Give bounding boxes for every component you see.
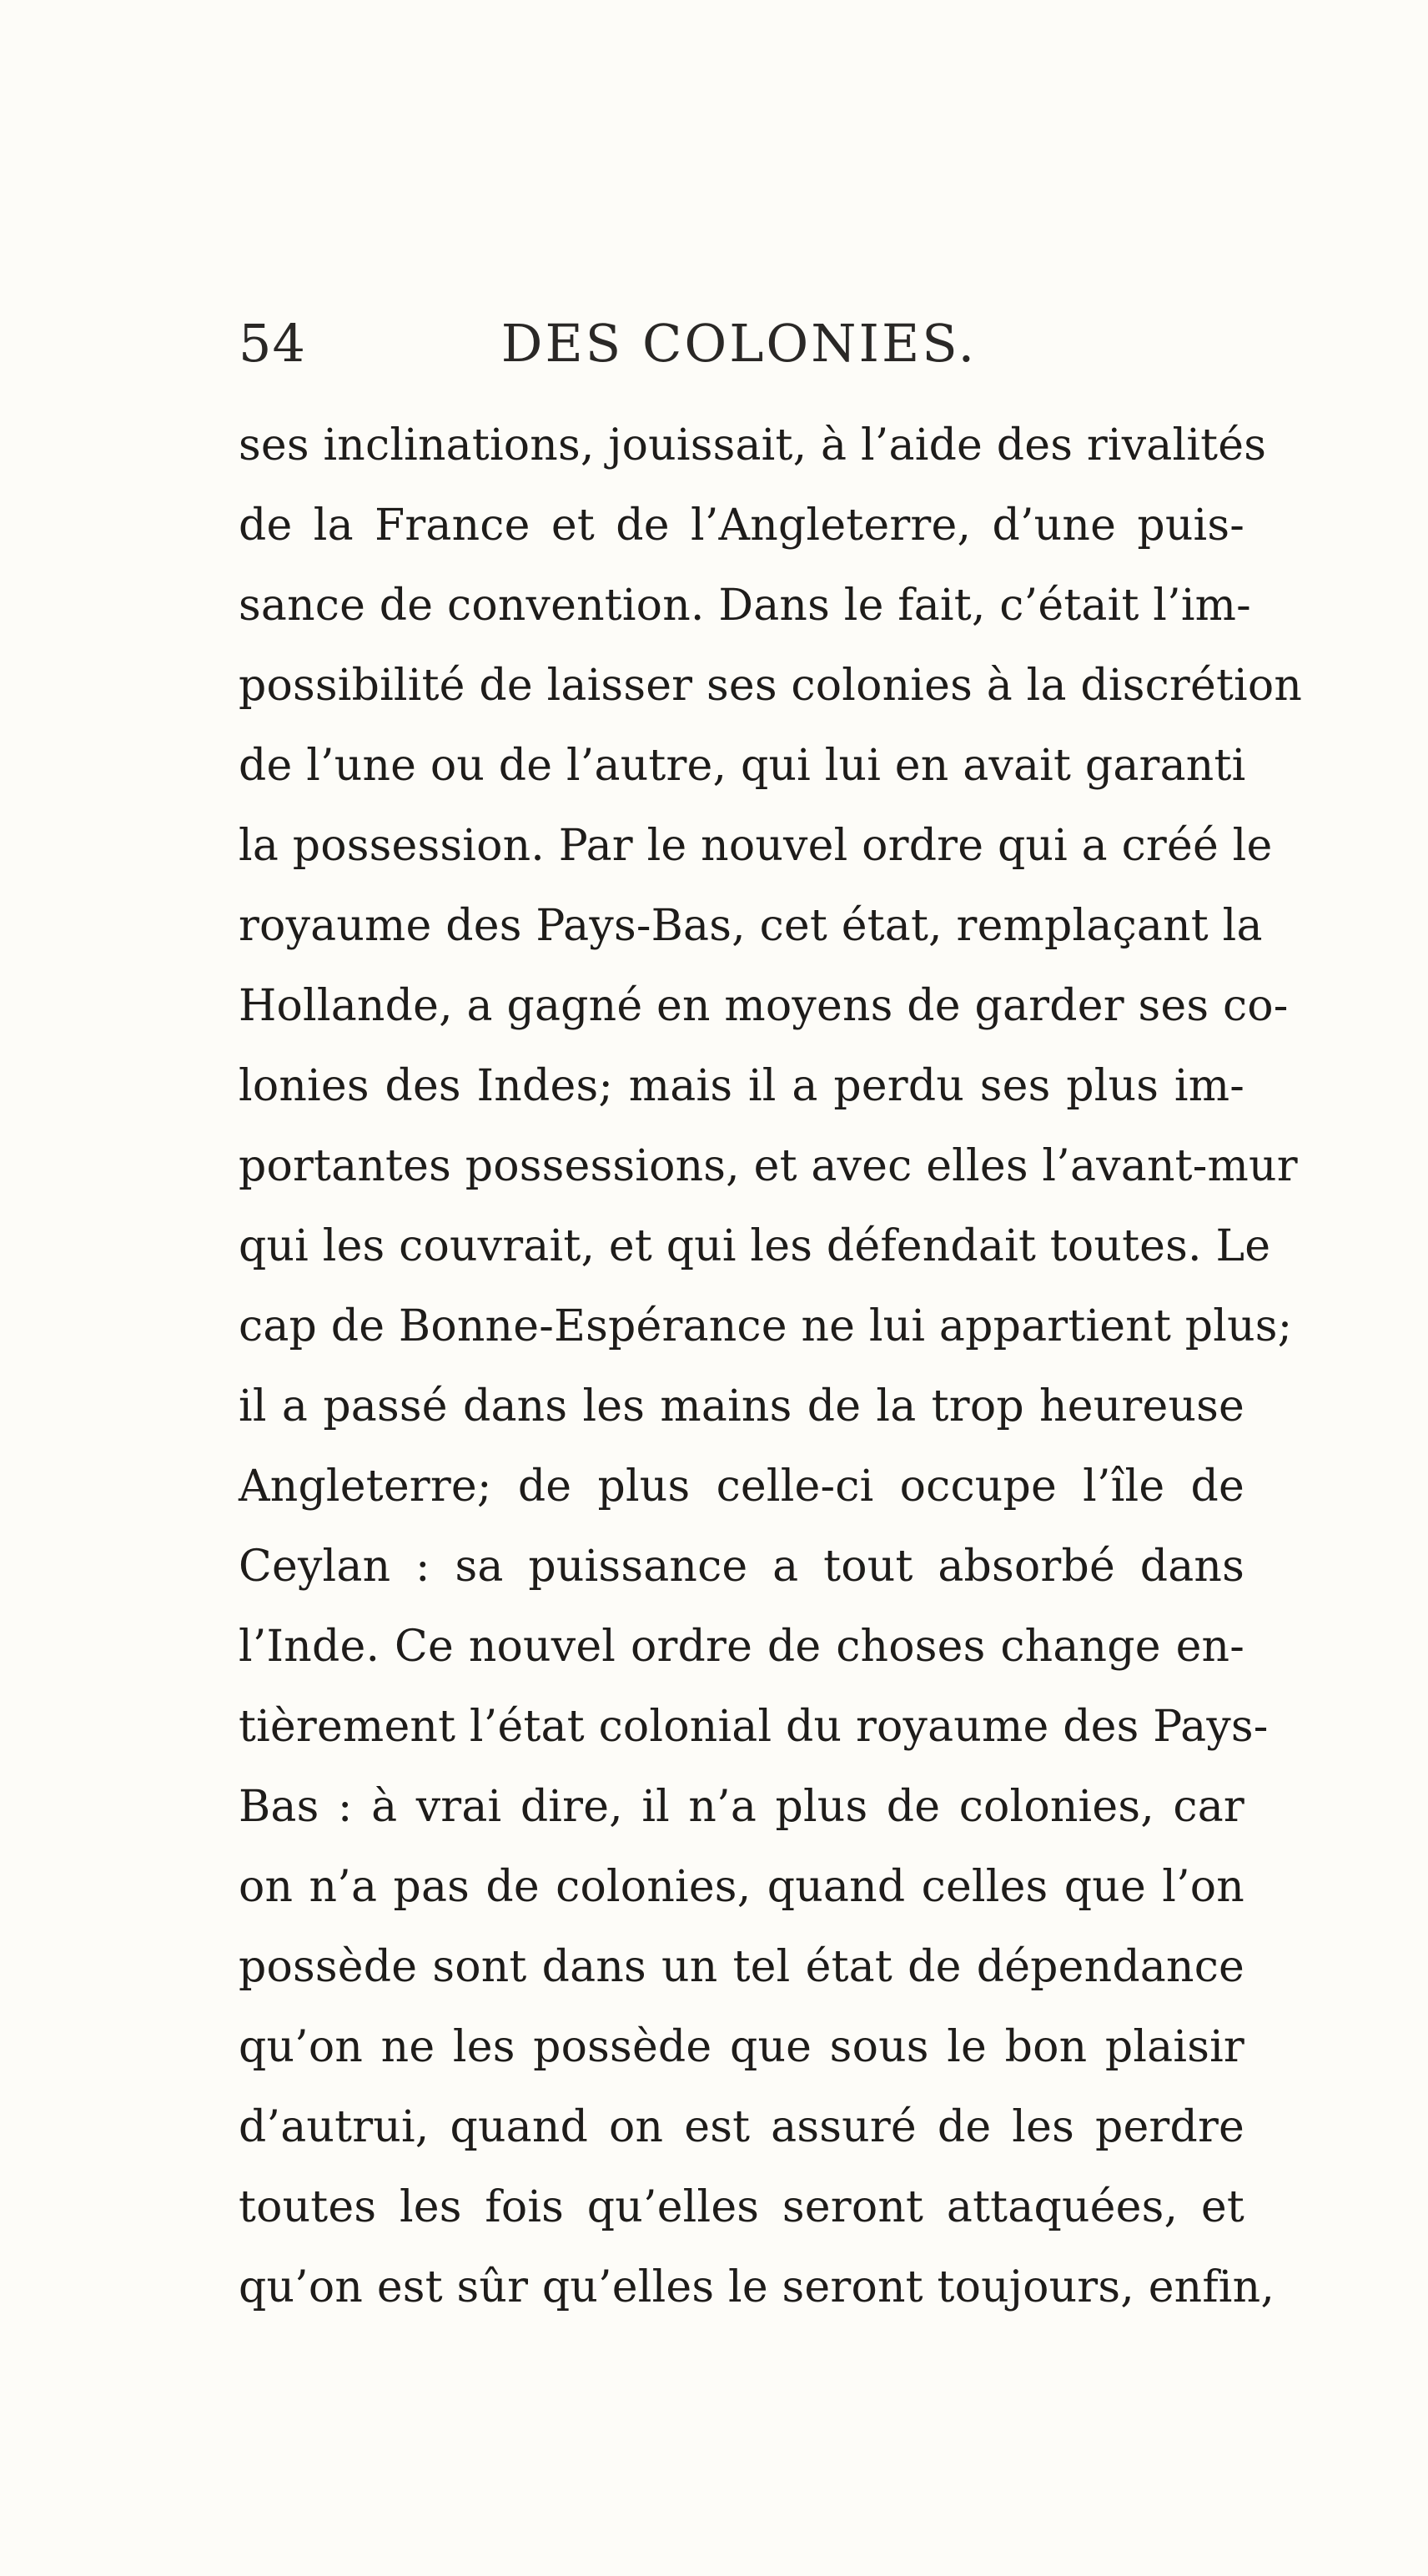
text-line: Bas : à vrai dire, il n’a plus de colonies, car	[239, 1782, 1244, 1832]
text-line: cap de Bonne-Espérance ne lui appartient plus;	[239, 1301, 1293, 1351]
page-number: 54	[239, 313, 306, 374]
body-text	[239, 405, 1303, 2327]
text-line: de l’une ou de l’autre, qui lui en avait garanti	[239, 741, 1246, 791]
text-line: royaume des Pays-Bas, cet état, remplaçant la	[239, 901, 1263, 951]
text-line: Angleterre; de plus celle-ci occupe l’île de	[239, 1462, 1244, 1512]
text-line: qu’on est sûr qu’elles le seront toujours, enfin,	[239, 2262, 1275, 2312]
text-line: la possession. Par le nouvel ordre qui a créé le	[239, 821, 1273, 871]
text-line: qu’on ne les possède que sous le bon plaisir	[239, 2022, 1244, 2072]
text-line: l’Inde. Ce nouvel ordre de choses change en-	[239, 1622, 1244, 1672]
text-line: toutes les fois qu’elles seront attaquées, et	[239, 2182, 1244, 2232]
text-line: de la France et de l’Angleterre, d’une puis-	[239, 501, 1244, 551]
text-line: d’autrui, quand on est assuré de les perdre	[239, 2102, 1244, 2152]
text-line: Hollande, a gagné en moyens de garder ses co-	[239, 981, 1289, 1031]
page-header	[0, 310, 1428, 377]
text-line: sance de convention. Dans le fait, c’était l’im-	[239, 581, 1251, 631]
text-line: il a passé dans les mains de la trop heureuse	[239, 1381, 1244, 1431]
text-line: Ceylan : sa puissance a tout absorbé dans	[239, 1542, 1244, 1592]
text-line: portantes possessions, et avec elles l’avant-mur	[239, 1141, 1298, 1191]
text-line: tièrement l’état colonial du royaume des Pays-	[239, 1702, 1269, 1752]
text-line: qui les couvrait, et qui les défendait toutes. Le	[239, 1221, 1271, 1271]
text-line: lonies des Indes; mais il a perdu ses plus im-	[239, 1061, 1244, 1111]
text-line: possède sont dans un tel état de dépendance	[239, 1942, 1244, 1992]
running-title: DES COLONIES.	[500, 313, 978, 374]
text-line: on n’a pas de colonies, quand celles que l’on	[239, 1862, 1244, 1912]
text-line: ses inclinations, jouissait, à l’aide des rivalités	[239, 420, 1267, 470]
text-line: possibilité de laisser ses colonies à la discrétion	[239, 661, 1303, 711]
